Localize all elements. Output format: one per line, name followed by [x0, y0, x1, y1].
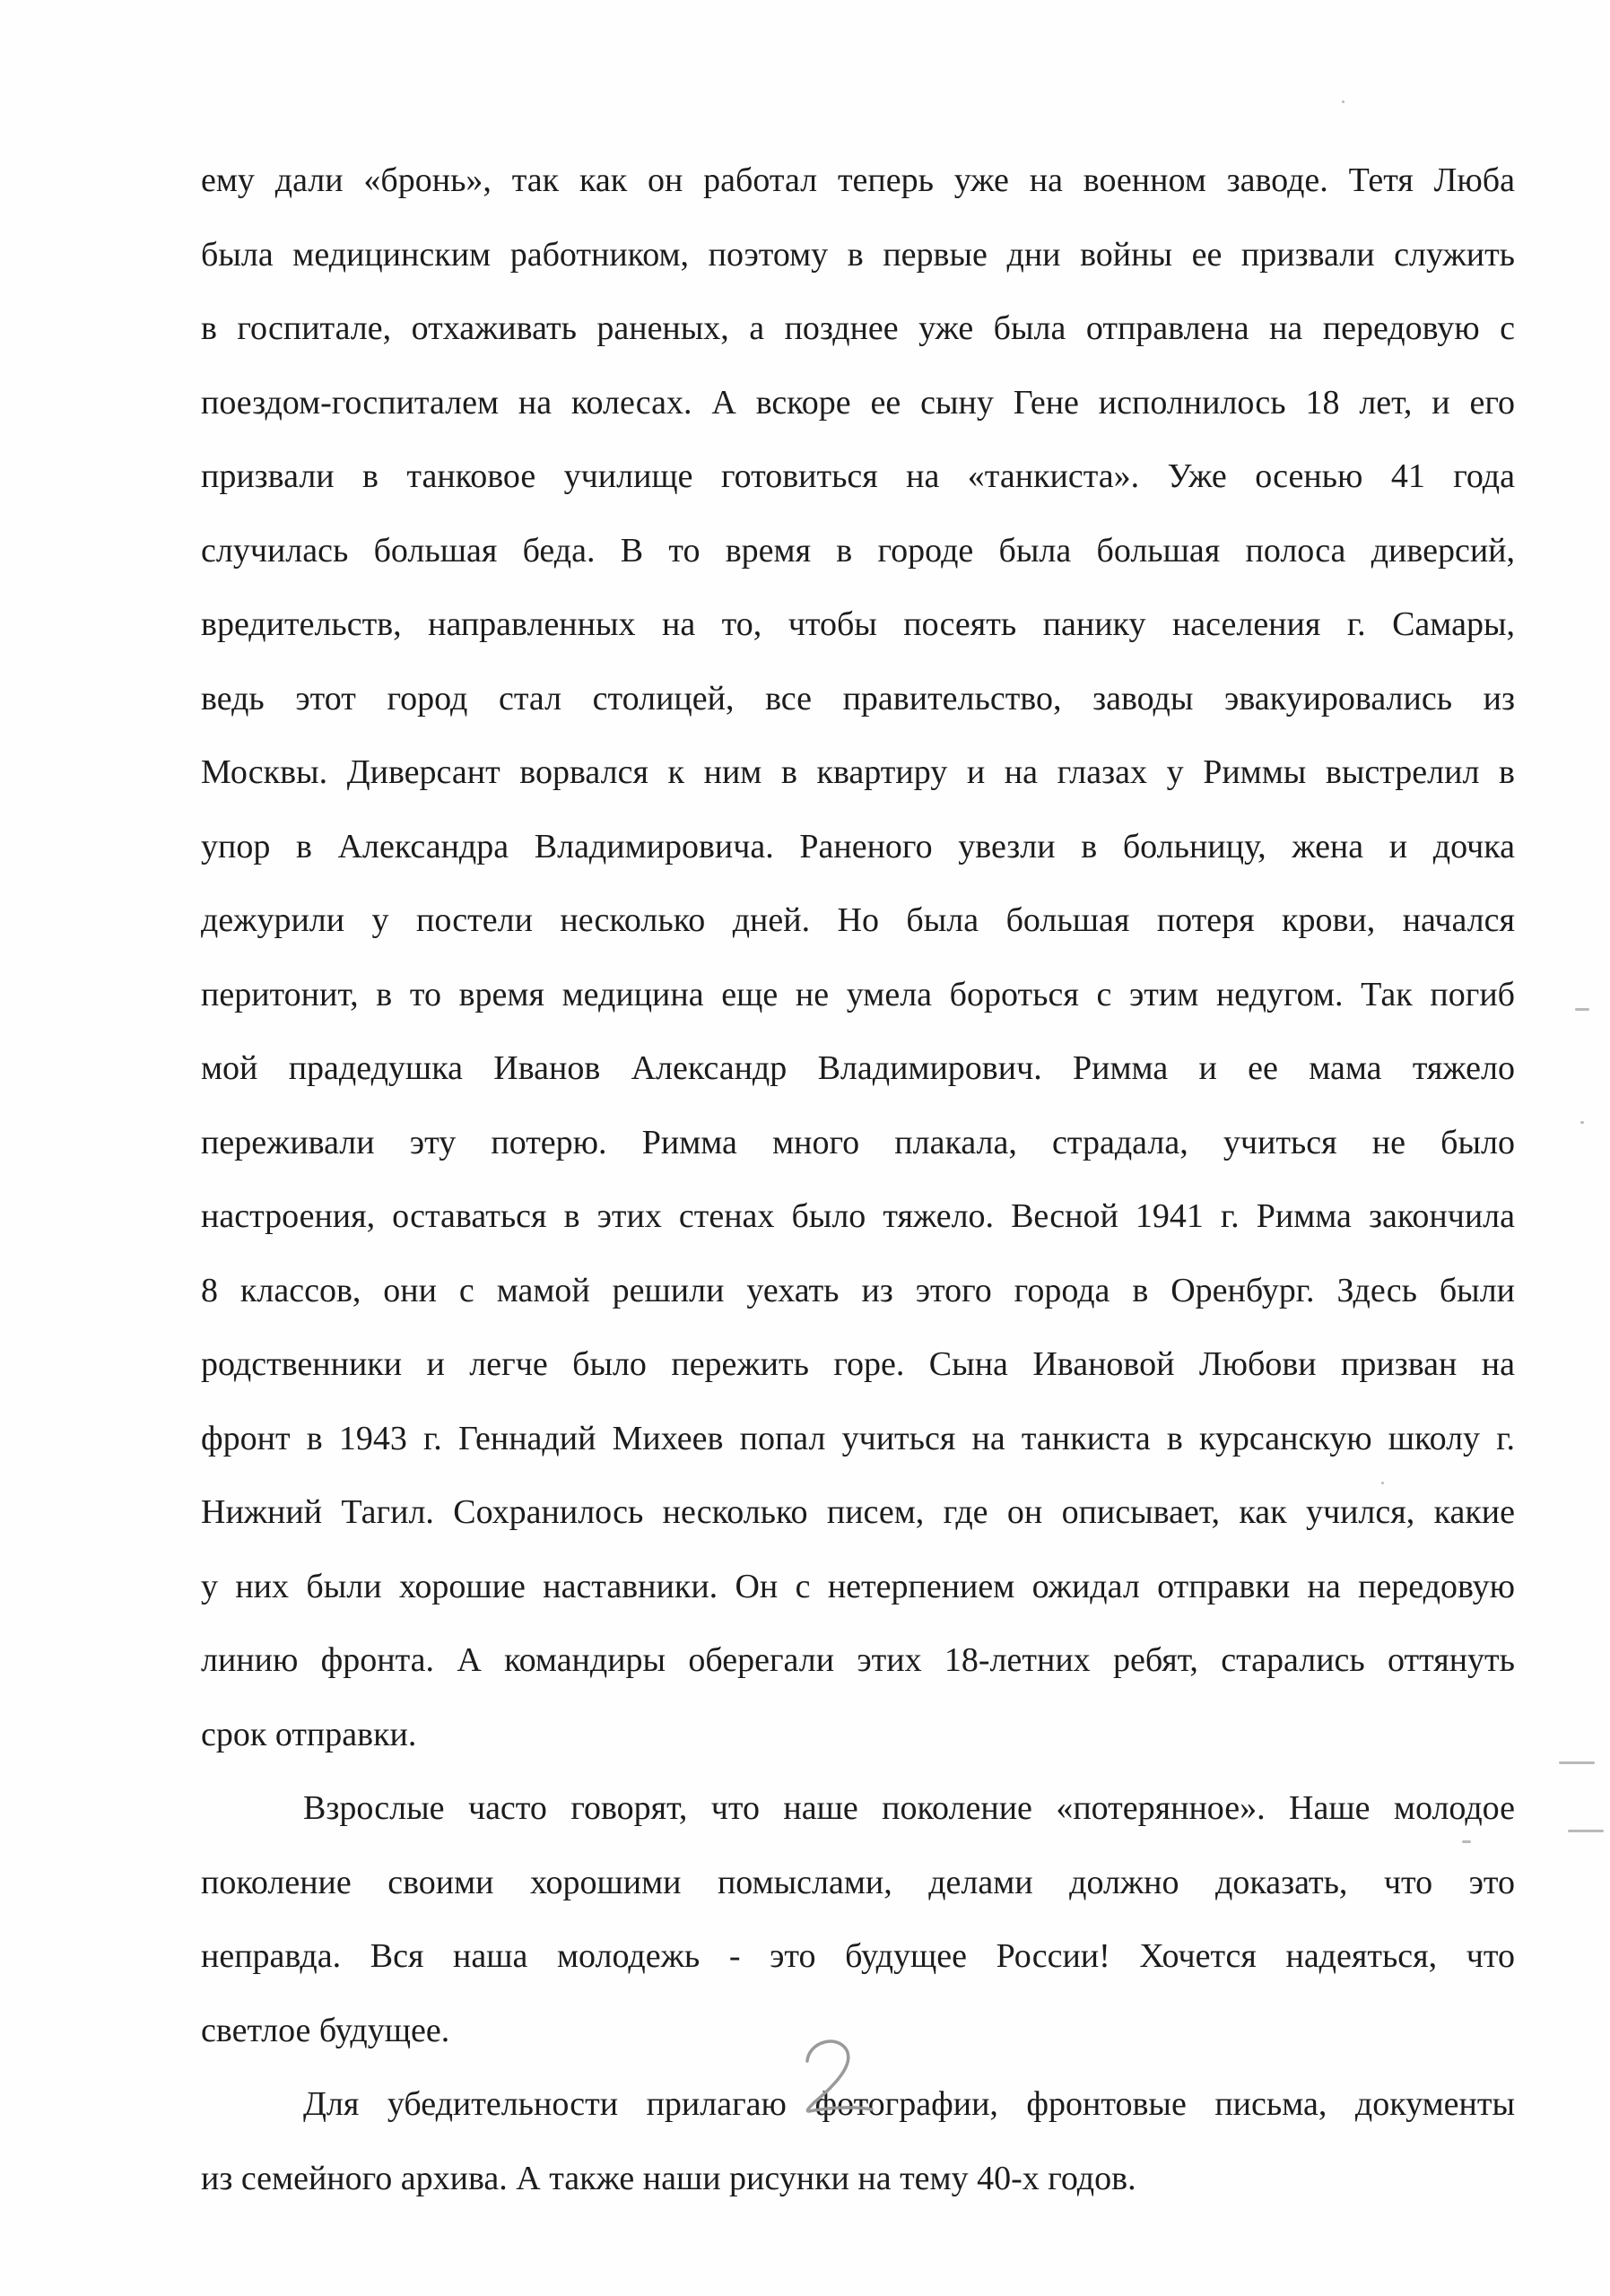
- paragraph-line: дежурили у постели несколько дней. Но была большая потеря крови, начался: [201, 901, 1515, 939]
- paragraph-line: в госпитале, отхаживать раненых, а позднее уже была отправлена на передовую с: [201, 309, 1515, 347]
- paragraph-line: 8 классов, они с мамой решили уехать из этого города в Оренбург. Здесь были: [201, 1271, 1515, 1309]
- paragraph-line: срок отправки.: [201, 1715, 417, 1753]
- scan-speck: [1559, 1761, 1595, 1764]
- paragraph-line: из семейного архива. А также наши рисунки на тему 40-х годов.: [201, 2159, 1136, 2197]
- paragraph-line: переживали эту потерю. Римма много плакала, страдала, учиться не было: [201, 1123, 1515, 1161]
- paragraph-line: призвали в танковое училище готовиться на «танкиста». Уже осенью 41 года: [201, 457, 1515, 495]
- paragraph-line: упор в Александра Владимировича. Раненого увезли в больницу, жена и дочка: [201, 827, 1515, 865]
- paragraph-line: перитонит, в то время медицина еще не умела бороться с этим недугом. Так погиб: [201, 975, 1515, 1013]
- paragraph-line: светлое будущее.: [201, 2011, 450, 2049]
- paragraph-line: настроения, оставаться в этих стенах было тяжело. Весной 1941 г. Римма закончила: [201, 1197, 1515, 1235]
- paragraph-line: поколение своими хорошими помыслами, делами должно доказать, что это: [201, 1863, 1515, 1901]
- scan-speck: [1342, 100, 1345, 103]
- scan-speck: [1568, 1830, 1604, 1832]
- paragraph-line: ведь этот город стал столицей, все правительство, заводы эвакуировались из: [201, 679, 1515, 718]
- paragraph-line: у них были хорошие наставники. Он с нетерпением ожидал отправки на передовую: [201, 1567, 1515, 1605]
- paragraph-line: линию фронта. А командиры оберегали этих 18-летних ребят, старались оттянуть: [201, 1641, 1515, 1679]
- paragraph-line: неправда. Вся наша молодежь - это будущее России! Хочется надеяться, что: [201, 1937, 1515, 1975]
- paragraph-line: ему дали «бронь», так как он работал теперь уже на военном заводе. Тетя Люба: [201, 161, 1515, 199]
- paragraph-line: вредительств, направленных на то, чтобы посеять панику населения г. Самары,: [201, 605, 1515, 643]
- paragraph-line: Взрослые часто говорят, что наше поколение «потерянное». Наше молодое: [303, 1789, 1515, 1827]
- document-body: [201, 144, 1515, 2215]
- paragraph-line: Москвы. Диверсант ворвался к ним в квартиру и на глазах у Риммы выстрелил в: [201, 753, 1515, 791]
- paragraph-line: родственники и легче было пережить горе. Сына Ивановой Любови призван на: [201, 1345, 1515, 1383]
- paragraph-line: мой прадедушка Иванов Александр Владимирович. Римма и ее мама тяжело: [201, 1049, 1515, 1087]
- paragraph-line: поездом-госпиталем на колесах. А вскоре ее сыну Гене исполнилось 18 лет, и его: [201, 383, 1515, 422]
- paragraph-line: случилась большая беда. В то время в городе была большая полоса диверсий,: [201, 531, 1515, 570]
- paragraph-line: фронт в 1943 г. Геннадий Михеев попал учиться на танкиста в курсанскую школу г.: [201, 1419, 1515, 1457]
- scan-speck: [1381, 1482, 1384, 1484]
- paragraph-line: Нижний Тагил. Сохранилось несколько писем, где он описывает, как учился, какие: [201, 1493, 1515, 1531]
- handwritten-page-number: [782, 2025, 890, 2124]
- paragraph-line: Для убедительности прилагаю фотографии, фронтовые письма, документы: [303, 2085, 1515, 2123]
- scan-speck: [1462, 1840, 1471, 1843]
- paragraph-line: была медицинским работником, поэтому в первые дни войны ее призвали служить: [201, 235, 1515, 274]
- scan-speck: [1580, 1121, 1584, 1124]
- scan-speck: [1575, 1008, 1589, 1011]
